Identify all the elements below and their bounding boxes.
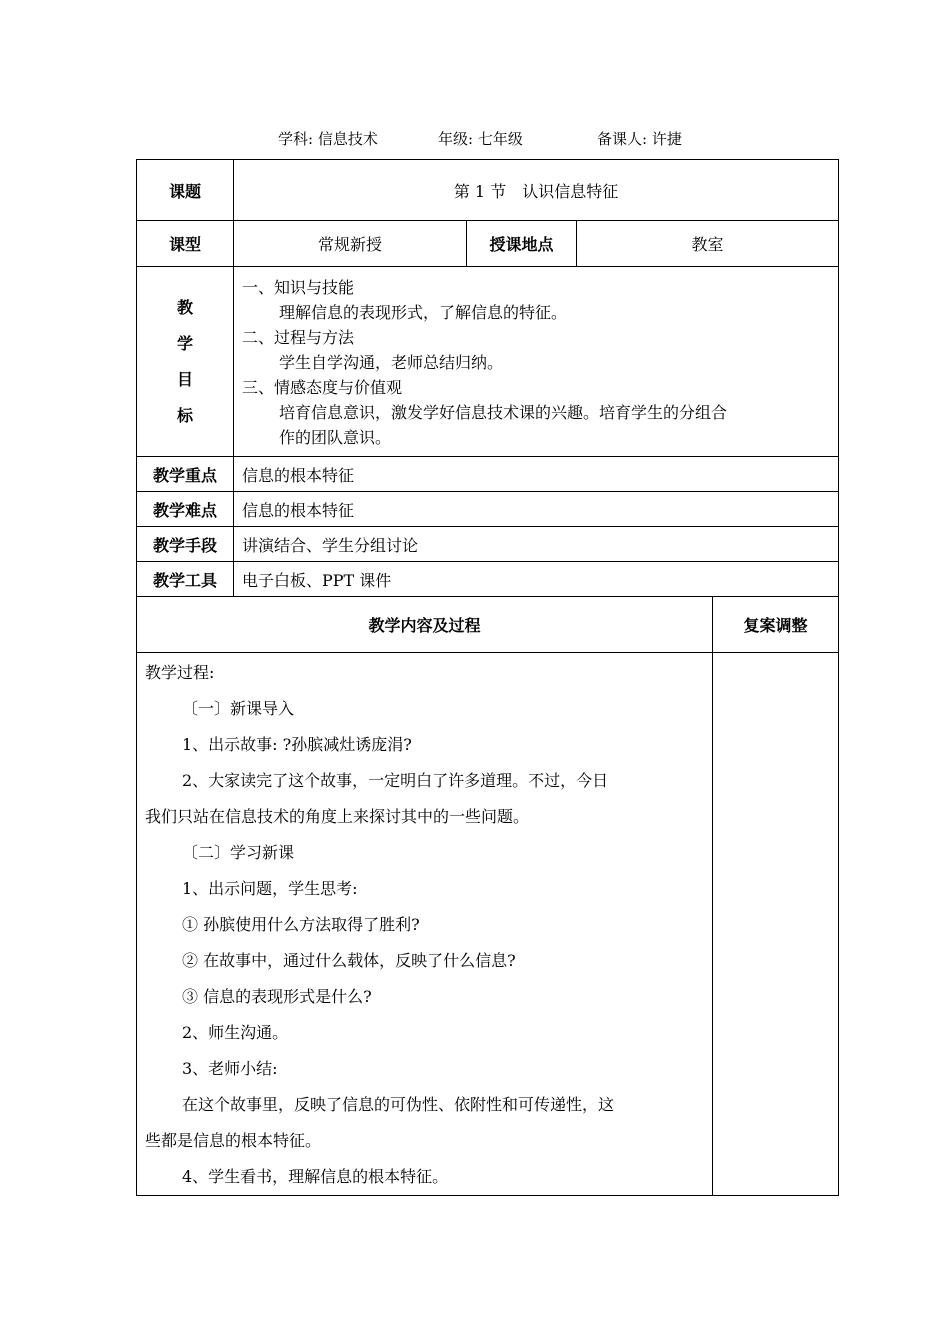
goal-line: 培育信息意识，激发学好信息技术课的兴趣。培育学生的分组合 — [279, 403, 728, 422]
key-point-label: 教学重点 — [137, 457, 234, 492]
grade-text: 年级: 七年级 — [438, 130, 523, 148]
key-point-value: 信息的根本特征 — [234, 457, 839, 492]
goals-content — [234, 267, 839, 457]
process-line: 教学过程: — [145, 663, 215, 682]
adjust-header: 复案调整 — [713, 597, 839, 653]
process-line: 我们只站在信息技术的角度上来探讨其中的一些问题。 — [145, 807, 530, 826]
process-row — [137, 653, 839, 1196]
subject-text: 学科: 信息技术 — [278, 130, 378, 148]
preparer-text: 备课人: 许捷 — [597, 130, 682, 148]
tools-row — [137, 562, 839, 597]
process-line: 2、师生沟通。 — [182, 1023, 289, 1042]
process-line: 3、老师小结: — [182, 1059, 278, 1078]
goal-line: 二、过程与方法 — [242, 328, 355, 347]
type-label: 课型 — [137, 221, 234, 267]
goal-line: 理解信息的表现形式，了解信息的特征。 — [279, 303, 568, 322]
content-header: 教学内容及过程 — [137, 597, 713, 653]
process-line: ③ 信息的表现形式是什么? — [182, 987, 372, 1006]
goals-label-char: 教 — [176, 297, 193, 317]
tools-label: 教学工具 — [137, 562, 234, 597]
topic-row — [137, 160, 839, 221]
topic-value: 第 1 节 认识信息特征 — [234, 160, 839, 221]
process-line: ② 在故事中，通过什么载体，反映了什么信息? — [182, 951, 516, 970]
goals-label-char: 标 — [176, 405, 193, 425]
goal-line: 三、情感态度与价值观 — [242, 378, 403, 397]
goals-label-char: 学 — [176, 333, 193, 353]
goals-label-char: 目 — [176, 369, 193, 389]
type-row — [137, 221, 839, 267]
goal-line: 学生自学沟通，老师总结归纳。 — [279, 353, 504, 372]
type-value: 常规新授 — [234, 221, 467, 267]
topic-label: 课题 — [137, 160, 234, 221]
method-label: 教学手段 — [137, 527, 234, 562]
process-line: 在这个故事里，反映了信息的可伪性、依附性和可传递性，这 — [182, 1095, 615, 1114]
process-line: 〔二〕学习新课 — [182, 843, 295, 862]
process-line: 1、出示问题，学生思考: — [182, 879, 358, 898]
goals-row — [137, 267, 839, 457]
process-line: 些都是信息的根本特征。 — [145, 1131, 322, 1150]
process-content — [137, 653, 713, 1196]
difficulty-value: 信息的根本特征 — [234, 492, 839, 527]
location-value: 教室 — [577, 221, 839, 267]
adjust-content — [713, 653, 839, 1196]
tools-value: 电子白板、PPT 课件 — [234, 562, 839, 597]
process-line: 1、出示故事: ?孙膑减灶诱庞涓? — [182, 735, 412, 754]
key-point-row — [137, 457, 839, 492]
goals-label — [137, 267, 234, 457]
lesson-plan-table — [136, 159, 839, 1196]
process-line: ① 孙膑使用什么方法取得了胜利? — [182, 915, 420, 934]
method-row — [137, 527, 839, 562]
process-line: 2、大家读完了这个故事，一定明白了许多道理。不过，今日 — [182, 771, 609, 790]
method-value: 讲演结合、学生分组讨论 — [234, 527, 839, 562]
difficulty-label: 教学难点 — [137, 492, 234, 527]
page-header — [0, 128, 950, 148]
location-label: 授课地点 — [467, 221, 577, 267]
goal-line: 一、知识与技能 — [242, 278, 355, 297]
difficulty-row — [137, 492, 839, 527]
process-line: 4、学生看书，理解信息的根本特征。 — [182, 1167, 449, 1186]
goal-line: 作的团队意识。 — [279, 428, 392, 447]
content-header-row — [137, 597, 839, 653]
process-line: 〔一〕新课导入 — [182, 699, 295, 718]
